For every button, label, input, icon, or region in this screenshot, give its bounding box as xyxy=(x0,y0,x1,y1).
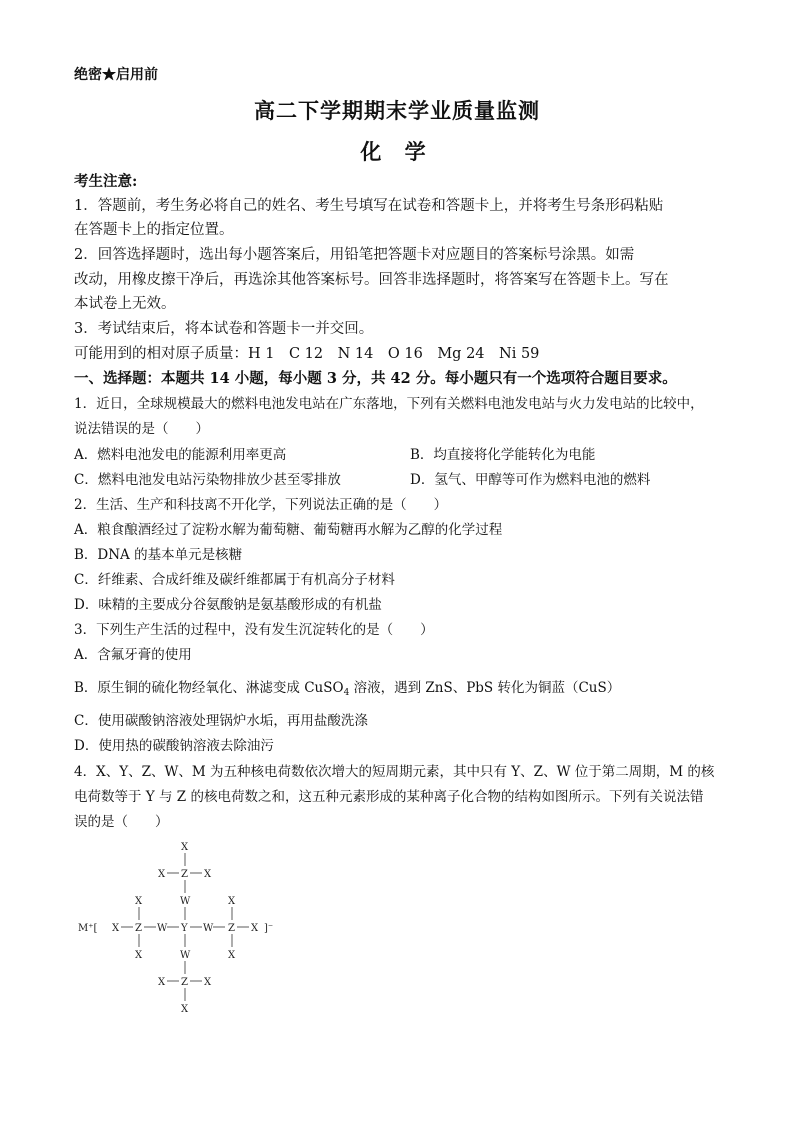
atom-w: W xyxy=(157,923,168,934)
atom-w: W xyxy=(203,923,214,934)
q1-stem-a: 1．近日，全球规模最大的燃料电池发电站在广东落地，下列有关燃料电池发电站与火力发电站的比较中， xyxy=(74,396,704,412)
q3-option-a: A．含氟牙膏的使用 xyxy=(74,647,192,663)
notice-item-2b: 改动，用橡皮擦干净后，再选涂其他答案标号。回答非选择题时，将答案写在答题卡上。写在 xyxy=(74,272,669,288)
q4-stem-c: 误的是（ ） xyxy=(74,814,169,830)
subject-title: 化 学 xyxy=(360,139,434,164)
q1-option-d: D．氢气、甲醇等可作为燃料电池的燃料 xyxy=(410,472,651,488)
confidential-label: 绝密★启用前 xyxy=(74,67,158,83)
atom-z: Z xyxy=(181,869,188,880)
atom-z: Z xyxy=(135,923,142,934)
atom-x: X xyxy=(181,842,189,853)
atom-x: X xyxy=(135,896,143,907)
notice-item-2c: 本试卷上无效。 xyxy=(74,296,176,312)
atom-x: X xyxy=(181,1004,189,1015)
notice-item-1b: 在答题卡上的指定位置。 xyxy=(74,222,234,238)
atom-x: X xyxy=(204,977,212,988)
section-heading: 一、选择题：本题共 14 小题，每小题 3 分，共 42 分。每小题只有一个选项符合题目要求。 xyxy=(74,370,677,387)
atom-z: Z xyxy=(181,977,188,988)
notice-item-2a: 2．回答选择题时，选出每小题答案后，用铅笔把答题卡对应题目的答案标号涂黑。如需 xyxy=(74,247,635,263)
q3-option-d: D．使用热的碳酸钠溶液去除油污 xyxy=(74,738,274,754)
notice-item-3: 3．考试结束后，将本试卷和答题卡一并交回。 xyxy=(74,321,374,337)
q4-stem-a: 4．X、Y、Z、W、M 为五种核电荷数依次增大的短周期元素，其中只有 Y、Z、W 位于第二周期，M 的核 xyxy=(74,764,715,780)
q1-option-b: B．均直接将化学能转化为电能 xyxy=(410,447,596,463)
atom-w: W xyxy=(180,950,191,961)
atom-x: X xyxy=(204,869,212,880)
q3-option-b-pre: B．原生铜的硫化物经氧化、淋滤变成 CuSO xyxy=(74,680,344,696)
q2-option-c: C．纤维素、合成纤维及碳纤维都属于有机高分子材料 xyxy=(74,572,395,588)
notice-item-1a: 1．答题前，考生务必将自己的姓名、考生号填写在试卷和答题卡上，并将考生号条形码粘贴 xyxy=(74,198,664,214)
ion-structure-diagram xyxy=(78,838,288,1018)
atom-x: X xyxy=(228,950,236,961)
atom-x: X xyxy=(135,950,143,961)
atom-x: X xyxy=(228,896,236,907)
q3-option-b-post: 溶液，遇到 ZnS、PbS 转化为铜蓝（CuS） xyxy=(349,680,621,696)
q2-option-b: B．DNA 的基本单元是核糖 xyxy=(74,547,243,563)
atom-z: Z xyxy=(228,923,235,934)
atom-x: X xyxy=(251,923,259,934)
exam-title: 高二下学期期末学业质量监测 xyxy=(254,98,540,123)
atom-x: X xyxy=(112,923,120,934)
atomic-mass-line: 可能用到的相对原子质量：H 1 C 12 N 14 O 16 Mg 24 Ni 59 xyxy=(74,346,540,362)
atom-x: X xyxy=(158,977,166,988)
q2-stem: 2．生活、生产和科技离不开化学，下列说法正确的是（ ） xyxy=(74,497,448,513)
q1-option-a: A．燃料电池发电的能源利用率更高 xyxy=(74,447,287,463)
atom-w: W xyxy=(180,896,191,907)
q3-option-b-subscript: 4 xyxy=(343,688,350,698)
q2-option-d: D．味精的主要成分谷氨酸钠是氨基酸形成的有机盐 xyxy=(74,597,382,613)
q4-stem-b: 电荷数等于 Y 与 Z 的核电荷数之和，这五种元素形成的某种离子化合物的结构如图所示。下列有关说法错 xyxy=(74,789,704,805)
anion-bracket: ]⁻ xyxy=(264,923,274,934)
cation-m: M⁺[ xyxy=(78,923,98,934)
q3-stem: 3．下列生产生活的过程中，没有发生沉淀转化的是（ ） xyxy=(74,622,434,638)
q3-option-c: C．使用碳酸钠溶液处理锅炉水垢，再用盐酸洗涤 xyxy=(74,713,368,729)
notice-heading: 考生注意: xyxy=(74,173,138,190)
q2-option-a: A．粮食酿酒经过了淀粉水解为葡萄糖、葡萄糖再水解为乙醇的化学过程 xyxy=(74,522,503,538)
q1-option-c: C．燃料电池发电站污染物排放少甚至零排放 xyxy=(74,472,341,488)
atom-x: X xyxy=(158,869,166,880)
q1-stem-b: 说法错误的是（ ） xyxy=(74,421,209,437)
atom-y: Y xyxy=(181,923,188,934)
q3-option-b xyxy=(74,678,620,703)
